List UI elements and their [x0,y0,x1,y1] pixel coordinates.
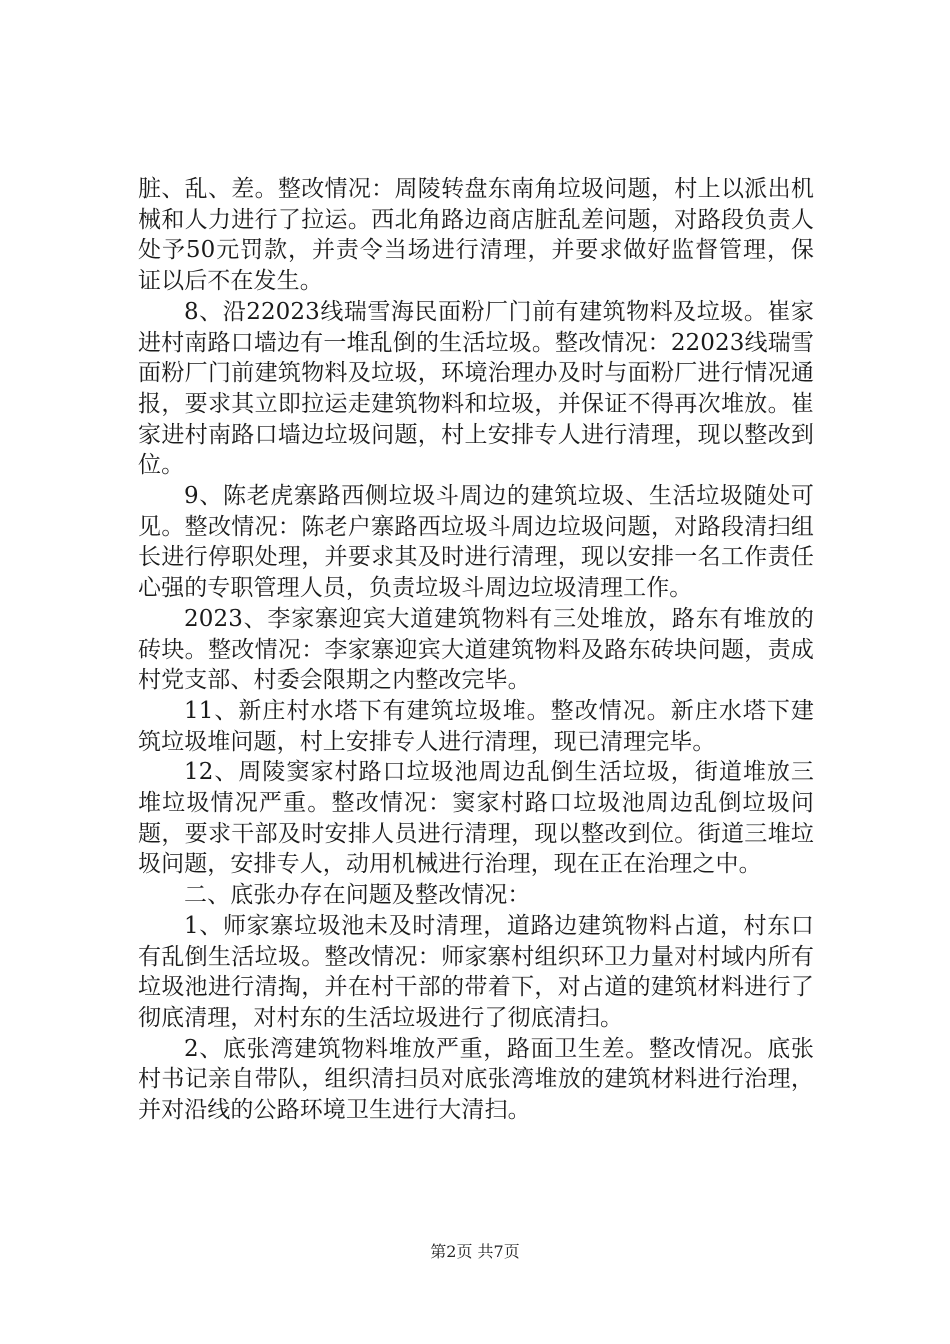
paragraph-item-10: 2023、李家寨迎宾大道建筑物料有三处堆放，路东有堆放的砖块。整改情况：李家寨迎宾大道建筑物料及路东砖块问题，责成村党支部、村委会限期之内整改完毕。 [138,605,814,694]
page-number: 第2页 共7页 [430,1242,520,1261]
section-heading: 二、底张办存在问题及整改情况： [184,882,531,909]
paragraph-item-9: 9、陈老虎寨路西侧垃圾斗周边的建筑垃圾、生活垃圾随处可见。整改情况：陈老户寨路西垃圾斗周边垃圾问题，对路段清扫组长进行停职处理，并要求其及时进行清理，现以安排一名工作责任心强的专职管理人员，负责垃圾斗周边垃圾清理工作。 [138,483,814,602]
paragraph-section2-item-2: 2、底张湾建筑物料堆放严重，路面卫生差。整改情况。底张村书记亲自带队，组织清扫员对底张湾堆放的建筑材料进行治理，并对沿线的公路环境卫生进行大清扫。 [138,1035,814,1124]
paragraph-item-12: 12、周陵窦家村路口垃圾池周边乱倒生活垃圾，街道堆放三堆垃圾情况严重。整改情况：窦家村路口垃圾池周边乱倒垃圾问题，要求干部及时安排人员进行清理，现以整改到位。街道三堆垃圾问题，安排专人，动用机械进行治理，现在正在治理之中。 [138,759,814,878]
paragraph-section2-item-1: 1、师家寨垃圾池未及时清理，道路边建筑物料占道，村东口有乱倒生活垃圾。整改情况：师家寨村组织环卫力量对村域内所有垃圾池进行清掏，并在村干部的带着下，对占道的建筑材料进行了彻底清理，对村东的生活垃圾进行了彻底清扫。 [138,912,814,1031]
paragraph-item-8: 8、沿22023线瑞雪海民面粉厂门前有建筑物料及垃圾。崔家进村南路口墙边有一堆乱倒的生活垃圾。整改情况：22023线瑞雪面粉厂门前建筑物料及垃圾，环境治理办及时与面粉厂进行情况通报，要求其立即拉运走建筑物料和垃圾，并保证不得再次堆放。崔家进村南路口墙边垃圾问题，村上安排专人进行清理，现以整改到位。 [138,298,814,479]
paragraph-item-11: 11、新庄村水塔下有建筑垃圾堆。整改情况。新庄水塔下建筑垃圾堆问题，村上安排专人进行清理，现已清理完毕。 [138,697,814,755]
paragraph-continued: 脏、乱、差。整改情况：周陵转盘东南角垃圾问题，村上以派出机械和人力进行了拉运。西北角路边商店脏乱差问题，对路段负责人处予50元罚款，并责令当场进行清理，并要求做好监督管理，保证以后不在发生。 [138,176,814,295]
document-body [138,174,814,1126]
page-footer [0,1242,950,1262]
